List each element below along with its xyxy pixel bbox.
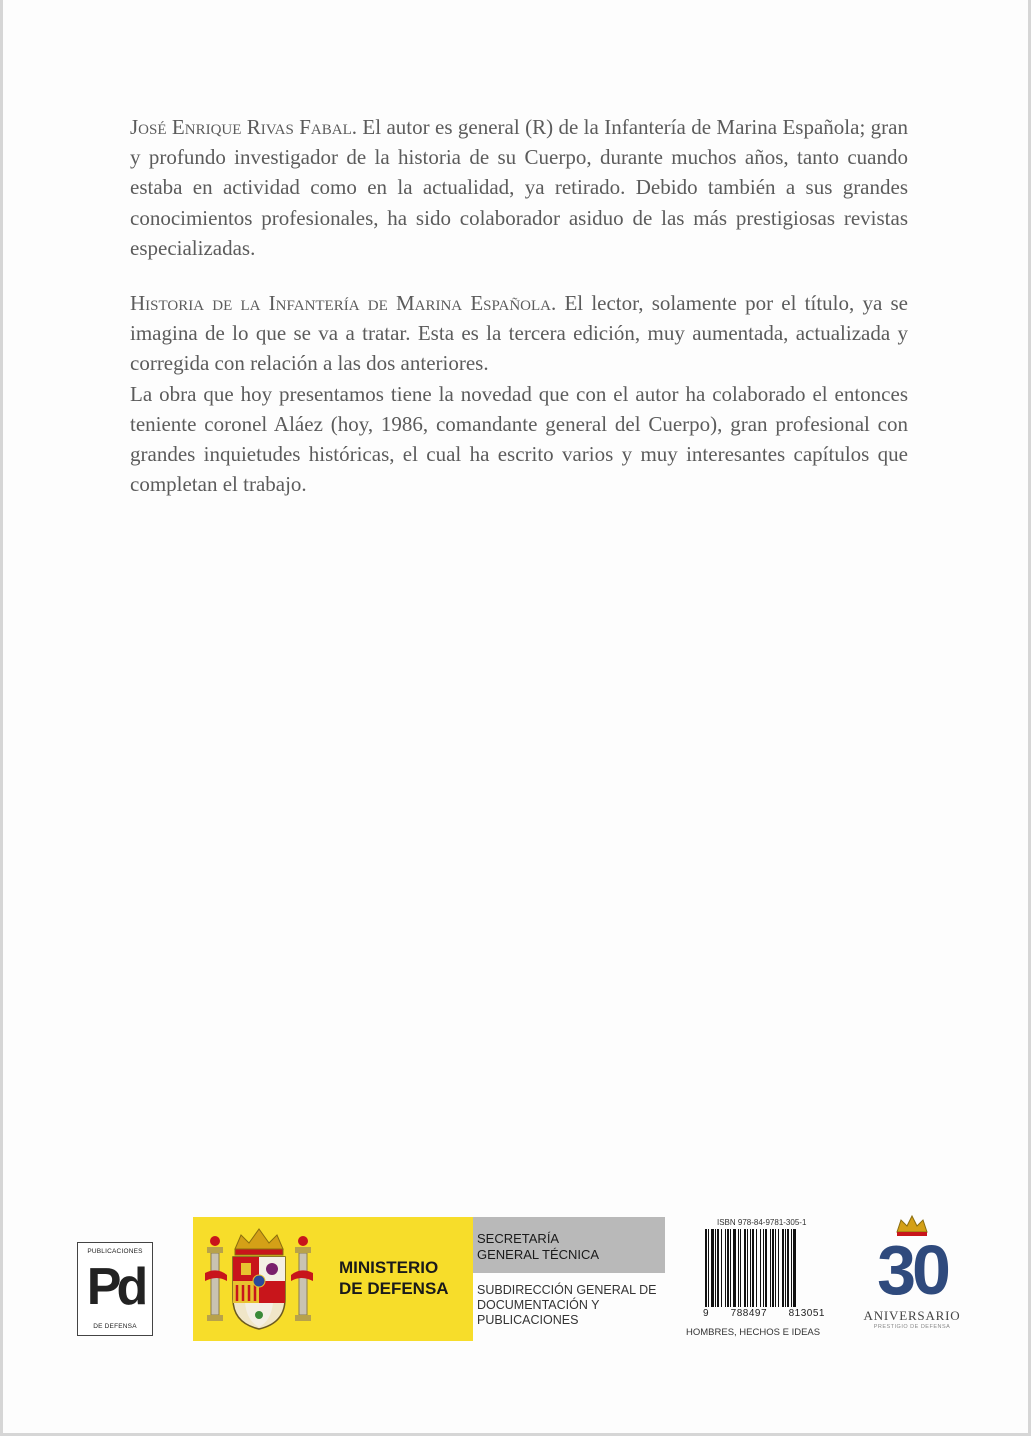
- anniversary-label: ANIVERSARIO: [863, 1308, 961, 1323]
- collection-name: HOMBRES, HECHOS E IDEAS: [686, 1327, 821, 1338]
- barcode-icon: [703, 1229, 827, 1314]
- book-description-paragraph-2: La obra que hoy presentamos tiene la novedad que con el autor ha colaborado el entonces teniente coronel Aláez (hoy, 1986, comandante general del Cuerpo), gran profesional con grandes inquietudes históricas, el cual ha escrito varios y muy interesantes capítulos que completan el trabajo.: [130, 381, 908, 497]
- ministerio-defensa-logo: [193, 1217, 665, 1341]
- book-description-text: . El lector, solamente por el título, ya se imagina de lo que se va a tratar. Esta es la tercera edición, muy aumentada, actualizada y corregida con relación a las dos anteriores.: [130, 291, 908, 376]
- anniversary-logo: [851, 1212, 973, 1342]
- author-bio-paragraph: [130, 112, 908, 263]
- secretaria-line1: SECRETARÍA: [477, 1231, 560, 1246]
- ministry-name-line2: DE DEFENSA: [339, 1279, 449, 1298]
- ministry-name-line1: MINISTERIO: [339, 1258, 439, 1277]
- anniversary-number: 30: [877, 1231, 947, 1309]
- subdireccion-line2: DOCUMENTACIÓN Y: [477, 1298, 600, 1312]
- pd-logo-top-text: PUBLICACIONES: [87, 1248, 143, 1255]
- pd-logo-mark: Pd: [86, 1258, 144, 1316]
- author-bio-text: . El autor es general (R) de la Infantería de Marina Española; gran y profundo investigador de la historia de su Cuerpo, durante muchos años, tanto cuando estaba en actividad como en la actualidad, ya retirado. Debido también a sus grandes conocimientos profesionales, ha sido colaborador asiduo de las más prestigiosas revistas especializadas.: [130, 115, 908, 260]
- barcode-digit-group: 813051: [788, 1308, 825, 1319]
- barcode-digits: [703, 1308, 825, 1319]
- secretaria-label: [477, 1231, 599, 1263]
- book-title: Historia de la Infantería de Marina Española: [130, 291, 551, 315]
- isbn-label: ISBN 978-84-9781-305-1: [717, 1218, 807, 1227]
- subdireccion-line3: PUBLICACIONES: [477, 1313, 579, 1327]
- spain-coat-of-arms-icon: [205, 1223, 313, 1340]
- pd-logo-bottom-text: DE DEFENSA: [93, 1323, 137, 1330]
- book-description: [130, 288, 908, 499]
- barcode-digit-group: 788497: [730, 1308, 768, 1319]
- anniversary-sub: PRESTIGIO DE DEFENSA: [873, 1324, 951, 1330]
- secretaria-line2: GENERAL TÉCNICA: [477, 1247, 600, 1262]
- author-bio: [130, 112, 908, 263]
- ministry-name: [339, 1257, 449, 1299]
- subdireccion-line1: SUBDIRECCIÓN GENERAL DE: [477, 1283, 657, 1297]
- subdireccion-label: [477, 1283, 656, 1328]
- author-name: José Enrique Rivas Fabal: [130, 115, 352, 139]
- book-description-paragraph: [130, 288, 908, 379]
- barcode-digit-group: 9: [703, 1308, 710, 1319]
- publicaciones-defensa-logo: [77, 1242, 153, 1336]
